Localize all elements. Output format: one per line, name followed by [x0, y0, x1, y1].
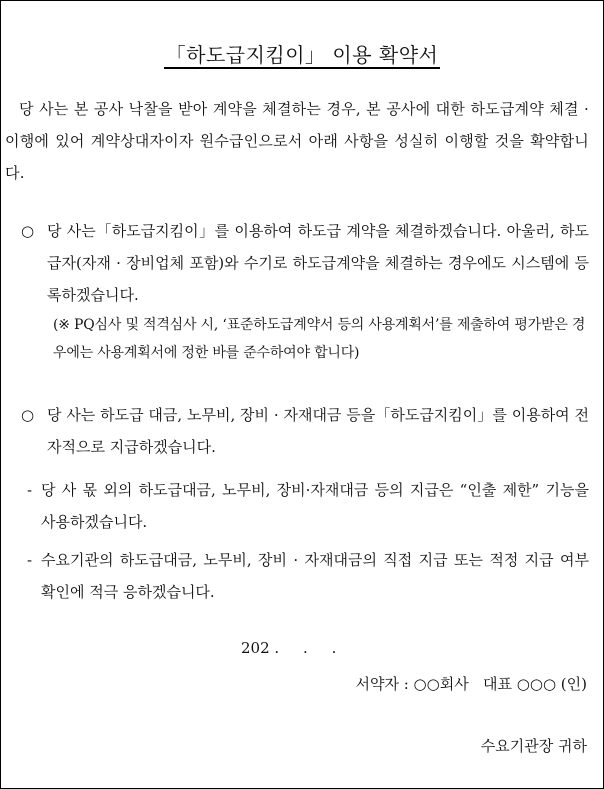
document-title: [1, 39, 603, 68]
sub-item-1: [27, 474, 589, 538]
document-title-text: 「하도급지킴이」 이용 확약서: [165, 43, 439, 67]
signer-line: 서약자 : ○○회사 대표 ○○○ (인): [355, 675, 587, 693]
sub-item-1-text: 당 사 몫 외의 하도급대금, 노무비, 장비·자재대금 등의 지급은 “인출 제한” 기능을 사용하겠습니다.: [41, 481, 589, 531]
circle-bullet-icon: ○: [21, 406, 35, 424]
sub-item-2: [27, 544, 589, 608]
circle-bullet-icon: ○: [21, 222, 35, 240]
pledge-item-2: [21, 399, 589, 463]
pq-note: (※ PQ심사 및 적격심사 시, ‘표준하도급계약서 등의 사용계획서’를 제출하여 평가받은 경우에는 사용계획서에 정한 바를 준수하여야 합니다): [53, 317, 586, 361]
recipient-line: 수요기관장 귀하: [480, 737, 587, 755]
intro-paragraph: 당 사는 본 공사 낙찰을 받아 계약을 체결하는 경우, 본 공사에 대한 하도급계약 체결 · 이행에 있어 계약상대자이자 원수급인으로서 아래 사항을 성실히 이행할 것을 확약합니다.: [5, 100, 589, 182]
pledge-item-2-text: 당 사는 하도급 대금, 노무비, 장비 · 자재대금 등을「하도급지킴이」를 이용하여 전자적으로 지급하겠습니다.: [47, 406, 589, 456]
date-line: 202 . . .: [241, 639, 337, 657]
pledge-item-1: [21, 215, 589, 311]
dash-bullet-icon: -: [27, 481, 33, 499]
pledge-item-1-text: 당 사는「하도급지킴이」를 이용하여 하도급 계약을 체결하겠습니다. 아울러, 하도급자(자재 · 장비업체 포함)와 수기로 하도급계약을 체결하는 경우에도 시스템에 등록하겠습니다.: [47, 222, 589, 304]
sub-item-2-text: 수요기관의 하도급대금, 노무비, 장비 · 자재대금의 직접 지급 또는 적정 지급 여부 확인에 적극 응하겠습니다.: [41, 551, 589, 601]
dash-bullet-icon: -: [27, 551, 33, 569]
